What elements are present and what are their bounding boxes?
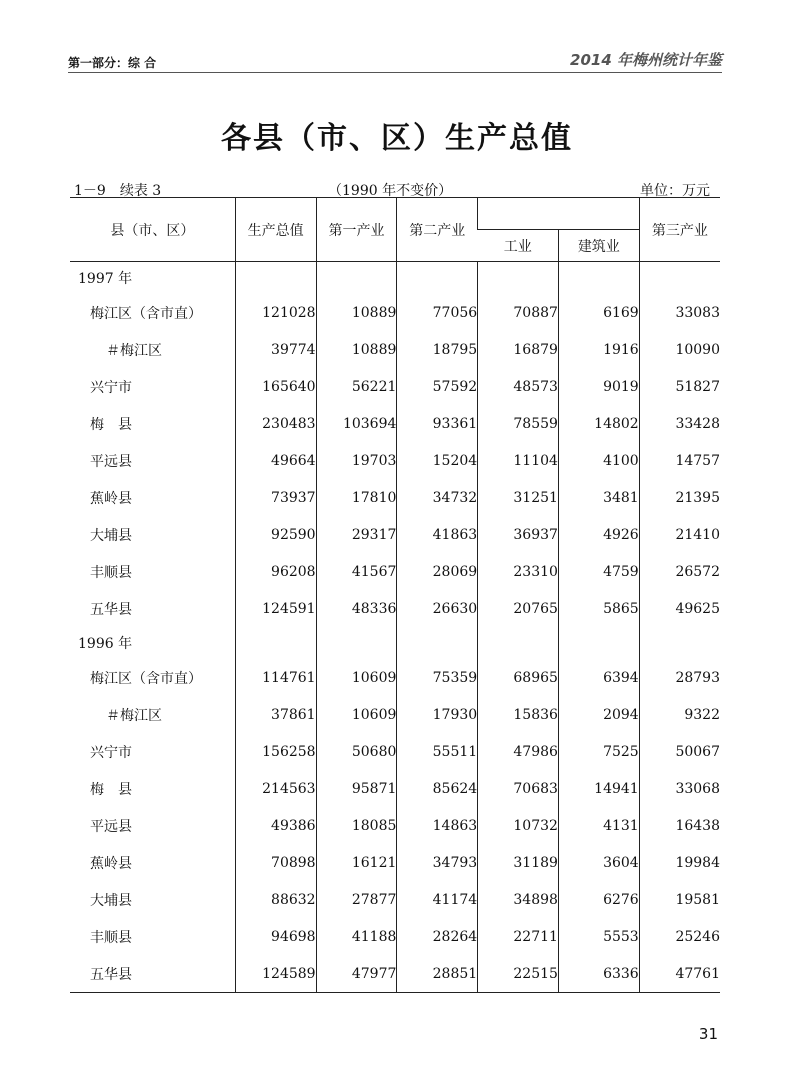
cell-tertiary: 33083 bbox=[639, 294, 720, 331]
region-name: 平远县 bbox=[90, 453, 132, 470]
section-header: 第一部分：综 合 bbox=[68, 56, 157, 70]
cell-industry: 70683 bbox=[478, 770, 559, 807]
cell-tertiary: 49625 bbox=[639, 590, 720, 627]
cell-gdp: 94698 bbox=[235, 918, 316, 955]
cell-tertiary: 9322 bbox=[639, 696, 720, 733]
cell-primary: 18085 bbox=[316, 807, 397, 844]
cell-industry: 10732 bbox=[478, 807, 559, 844]
cell-primary: 103694 bbox=[316, 405, 397, 442]
col-header-construction: 建筑业 bbox=[558, 230, 639, 262]
col-header-secondary-split bbox=[478, 198, 640, 230]
table-row bbox=[70, 807, 720, 844]
cell-secondary: 14863 bbox=[397, 807, 478, 844]
unit-label: 单位：万元 bbox=[640, 183, 710, 199]
region-name: 梅 县 bbox=[90, 416, 132, 433]
table-row bbox=[70, 368, 720, 405]
cell-industry: 48573 bbox=[478, 368, 559, 405]
table-row bbox=[70, 294, 720, 331]
table-row bbox=[70, 442, 720, 479]
cell-gdp: 39774 bbox=[235, 331, 316, 368]
cell-primary: 41567 bbox=[316, 553, 397, 590]
cell-secondary: 34793 bbox=[397, 844, 478, 881]
region-name: 平远县 bbox=[90, 818, 132, 835]
table-row bbox=[70, 553, 720, 590]
col-header-tertiary: 第三产业 bbox=[639, 198, 720, 262]
region-name: 蕉岭县 bbox=[90, 490, 132, 507]
table-body bbox=[70, 262, 720, 993]
cell-primary: 27877 bbox=[316, 881, 397, 918]
cell-tertiary: 21410 bbox=[639, 516, 720, 553]
year-label: 1997 年 bbox=[78, 271, 133, 287]
cell-construction: 14941 bbox=[558, 770, 639, 807]
table-row bbox=[70, 955, 720, 993]
cell-secondary: 85624 bbox=[397, 770, 478, 807]
table-row bbox=[70, 770, 720, 807]
region-name: 梅江区（含市直） bbox=[90, 670, 202, 687]
cell-construction: 6169 bbox=[558, 294, 639, 331]
cell-primary: 47977 bbox=[316, 955, 397, 993]
cell-primary: 19703 bbox=[316, 442, 397, 479]
col-header-primary: 第一产业 bbox=[316, 198, 397, 262]
cell-construction: 6276 bbox=[558, 881, 639, 918]
region-name: 兴宁市 bbox=[90, 379, 132, 396]
cell-construction: 4759 bbox=[558, 553, 639, 590]
header-rule bbox=[68, 72, 722, 73]
yearbook-title: 2014 年梅州统计年鉴 bbox=[570, 51, 722, 69]
cell-secondary: 93361 bbox=[397, 405, 478, 442]
cell-tertiary: 26572 bbox=[639, 553, 720, 590]
cell-primary: 41188 bbox=[316, 918, 397, 955]
cell-gdp: 156258 bbox=[235, 733, 316, 770]
cell-gdp: 88632 bbox=[235, 881, 316, 918]
cell-construction: 5553 bbox=[558, 918, 639, 955]
cell-tertiary: 10090 bbox=[639, 331, 720, 368]
cell-gdp: 92590 bbox=[235, 516, 316, 553]
cell-industry: 11104 bbox=[478, 442, 559, 479]
cell-industry: 31251 bbox=[478, 479, 559, 516]
cell-industry: 15836 bbox=[478, 696, 559, 733]
cell-construction: 6336 bbox=[558, 955, 639, 993]
cell-gdp: 124589 bbox=[235, 955, 316, 993]
cell-tertiary: 51827 bbox=[639, 368, 720, 405]
cell-gdp: 49664 bbox=[235, 442, 316, 479]
cell-secondary: 15204 bbox=[397, 442, 478, 479]
region-name: 兴宁市 bbox=[90, 744, 132, 761]
cell-industry: 23310 bbox=[478, 553, 559, 590]
cell-primary: 56221 bbox=[316, 368, 397, 405]
page-title: 各县（市、区）生产总值 bbox=[221, 121, 573, 156]
col-header-industry: 工业 bbox=[478, 230, 559, 262]
region-name: 梅江区（含市直） bbox=[90, 305, 202, 322]
cell-industry: 78559 bbox=[478, 405, 559, 442]
table-id: 1－9 续表 3 bbox=[74, 183, 162, 199]
cell-construction: 5865 bbox=[558, 590, 639, 627]
cell-tertiary: 21395 bbox=[639, 479, 720, 516]
cell-industry: 34898 bbox=[478, 881, 559, 918]
cell-secondary: 18795 bbox=[397, 331, 478, 368]
cell-gdp: 121028 bbox=[235, 294, 316, 331]
cell-primary: 17810 bbox=[316, 479, 397, 516]
cell-tertiary: 33068 bbox=[639, 770, 720, 807]
cell-construction: 4131 bbox=[558, 807, 639, 844]
col-header-gdp: 生产总值 bbox=[235, 198, 316, 262]
cell-primary: 10889 bbox=[316, 294, 397, 331]
region-name: 梅 县 bbox=[90, 781, 132, 798]
table-row bbox=[70, 405, 720, 442]
cell-gdp: 49386 bbox=[235, 807, 316, 844]
cell-primary: 50680 bbox=[316, 733, 397, 770]
price-basis: （1990 年不变价） bbox=[328, 183, 453, 199]
cell-construction: 7525 bbox=[558, 733, 639, 770]
cell-construction: 6394 bbox=[558, 659, 639, 696]
table-row bbox=[70, 331, 720, 368]
region-name: ＃梅江区 bbox=[106, 342, 162, 359]
table-row bbox=[70, 733, 720, 770]
cell-tertiary: 19984 bbox=[639, 844, 720, 881]
cell-industry: 20765 bbox=[478, 590, 559, 627]
cell-construction: 4100 bbox=[558, 442, 639, 479]
cell-secondary: 41174 bbox=[397, 881, 478, 918]
table-row bbox=[70, 881, 720, 918]
cell-tertiary: 14757 bbox=[639, 442, 720, 479]
year-row bbox=[70, 262, 720, 295]
col-header-secondary: 第二产业 bbox=[397, 198, 478, 262]
table-row bbox=[70, 659, 720, 696]
table-row bbox=[70, 696, 720, 733]
cell-secondary: 26630 bbox=[397, 590, 478, 627]
cell-secondary: 28069 bbox=[397, 553, 478, 590]
cell-gdp: 96208 bbox=[235, 553, 316, 590]
cell-tertiary: 19581 bbox=[639, 881, 720, 918]
cell-construction: 4926 bbox=[558, 516, 639, 553]
region-name: ＃梅江区 bbox=[106, 707, 162, 724]
cell-primary: 10609 bbox=[316, 696, 397, 733]
cell-secondary: 75359 bbox=[397, 659, 478, 696]
page-number: 31 bbox=[698, 1025, 718, 1043]
cell-secondary: 17930 bbox=[397, 696, 478, 733]
cell-industry: 22515 bbox=[478, 955, 559, 993]
cell-tertiary: 16438 bbox=[639, 807, 720, 844]
cell-tertiary: 33428 bbox=[639, 405, 720, 442]
gdp-table bbox=[70, 197, 720, 993]
cell-gdp: 114761 bbox=[235, 659, 316, 696]
cell-secondary: 77056 bbox=[397, 294, 478, 331]
table-row bbox=[70, 844, 720, 881]
year-row bbox=[70, 627, 720, 659]
cell-primary: 10609 bbox=[316, 659, 397, 696]
cell-gdp: 37861 bbox=[235, 696, 316, 733]
region-name: 五华县 bbox=[90, 966, 132, 983]
table-row bbox=[70, 516, 720, 553]
cell-gdp: 70898 bbox=[235, 844, 316, 881]
cell-secondary: 57592 bbox=[397, 368, 478, 405]
region-name: 蕉岭县 bbox=[90, 855, 132, 872]
cell-construction: 3481 bbox=[558, 479, 639, 516]
table-row bbox=[70, 918, 720, 955]
cell-secondary: 28264 bbox=[397, 918, 478, 955]
cell-primary: 29317 bbox=[316, 516, 397, 553]
region-name: 丰顺县 bbox=[90, 564, 132, 581]
cell-secondary: 55511 bbox=[397, 733, 478, 770]
cell-industry: 22711 bbox=[478, 918, 559, 955]
region-name: 大埔县 bbox=[90, 892, 132, 909]
cell-gdp: 73937 bbox=[235, 479, 316, 516]
cell-industry: 70887 bbox=[478, 294, 559, 331]
cell-secondary: 28851 bbox=[397, 955, 478, 993]
region-name: 丰顺县 bbox=[90, 929, 132, 946]
col-header-region: 县（市、区） bbox=[70, 198, 235, 262]
cell-tertiary: 25246 bbox=[639, 918, 720, 955]
cell-construction: 1916 bbox=[558, 331, 639, 368]
cell-gdp: 165640 bbox=[235, 368, 316, 405]
cell-tertiary: 47761 bbox=[639, 955, 720, 993]
cell-secondary: 41863 bbox=[397, 516, 478, 553]
cell-primary: 16121 bbox=[316, 844, 397, 881]
cell-industry: 36937 bbox=[478, 516, 559, 553]
cell-tertiary: 28793 bbox=[639, 659, 720, 696]
cell-gdp: 124591 bbox=[235, 590, 316, 627]
region-name: 大埔县 bbox=[90, 527, 132, 544]
cell-tertiary: 50067 bbox=[639, 733, 720, 770]
cell-gdp: 214563 bbox=[235, 770, 316, 807]
cell-primary: 95871 bbox=[316, 770, 397, 807]
cell-industry: 31189 bbox=[478, 844, 559, 881]
cell-construction: 14802 bbox=[558, 405, 639, 442]
region-name: 五华县 bbox=[90, 601, 132, 618]
cell-primary: 48336 bbox=[316, 590, 397, 627]
cell-industry: 47986 bbox=[478, 733, 559, 770]
cell-industry: 68965 bbox=[478, 659, 559, 696]
cell-industry: 16879 bbox=[478, 331, 559, 368]
cell-primary: 10889 bbox=[316, 331, 397, 368]
cell-construction: 2094 bbox=[558, 696, 639, 733]
cell-construction: 3604 bbox=[558, 844, 639, 881]
cell-gdp: 230483 bbox=[235, 405, 316, 442]
cell-construction: 9019 bbox=[558, 368, 639, 405]
table-row bbox=[70, 590, 720, 627]
cell-secondary: 34732 bbox=[397, 479, 478, 516]
table-row bbox=[70, 479, 720, 516]
year-label: 1996 年 bbox=[78, 636, 133, 652]
